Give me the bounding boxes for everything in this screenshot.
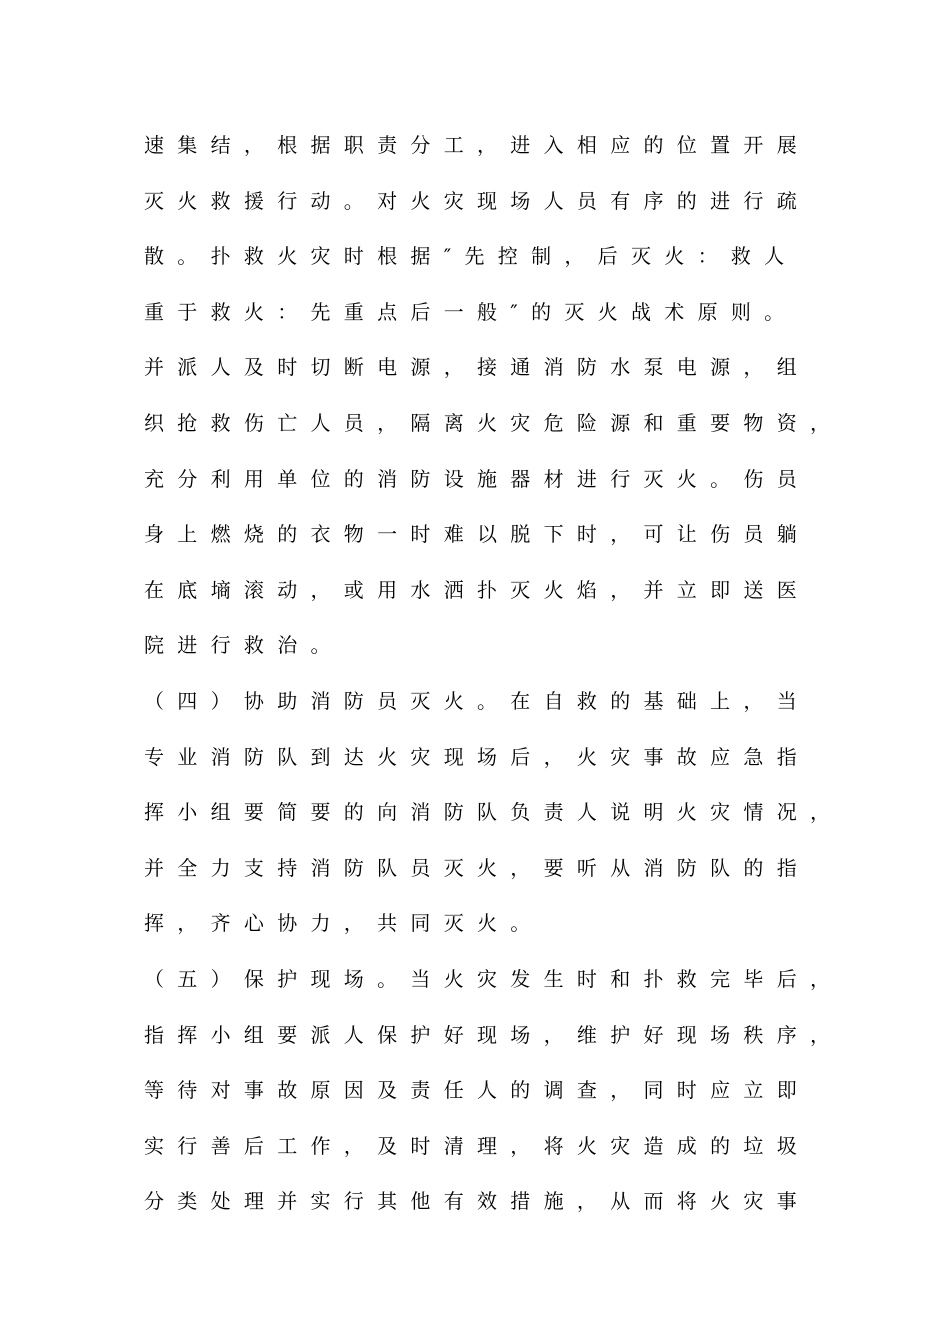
text-line: 散。扑救火灾时根据″先控制，后灭火：救人 — [144, 244, 798, 269]
text-line: 在底墒滚动，或用水洒扑灭火焰，并立即送医 — [144, 577, 810, 602]
text-line: 身上燃烧的衣物一时难以脱下时，可让伤员躺 — [144, 522, 810, 547]
body-text — [144, 130, 844, 1242]
text-line: 实行善后工作，及时清理，将火灾造成的垃圾 — [144, 1133, 810, 1158]
text-line: 速集结，根据职责分工，进入相应的位置开展 — [144, 133, 810, 157]
text-line: 充分利用单位的消防设施器材进行灭火。伤员 — [144, 466, 810, 491]
text-line: 重于救火：先重点后一般″的灭火战术原则。 — [144, 299, 798, 324]
text-line: 分类处理并实行其他有效措施，从而将火灾事 — [144, 1189, 810, 1214]
text-line: 指挥小组要派人保护好现场，维护好现场秩序， — [144, 1022, 844, 1047]
text-line: （五）保护现场。当火灾发生时和扑救完毕后， — [144, 966, 844, 991]
text-line: 并派人及时切断电源，接通消防水泵电源，组 — [144, 355, 810, 380]
text-line: 专业消防队到达火灾现场后，火灾事故应急指 — [144, 744, 810, 769]
text-line: 织抢救伤亡人员，隔离火灾危险源和重要物资， — [144, 410, 844, 435]
text-line: 灭火救援行动。对火灾现场人员有序的进行疏 — [144, 188, 810, 213]
text-line: 挥，齐心协力，共同灭火。 — [144, 911, 544, 936]
text-line: 挥小组要简要的向消防队负责人说明火灾情况， — [144, 800, 844, 825]
text-line: 院进行救治。 — [144, 633, 344, 658]
text-line: 并全力支持消防队员灭火，要听从消防队的指 — [144, 855, 810, 880]
text-line: （四）协助消防员灭火。在自救的基础上，当 — [144, 688, 810, 713]
text-line: 等待对事故原因及责任人的调查，同时应立即 — [144, 1078, 810, 1103]
